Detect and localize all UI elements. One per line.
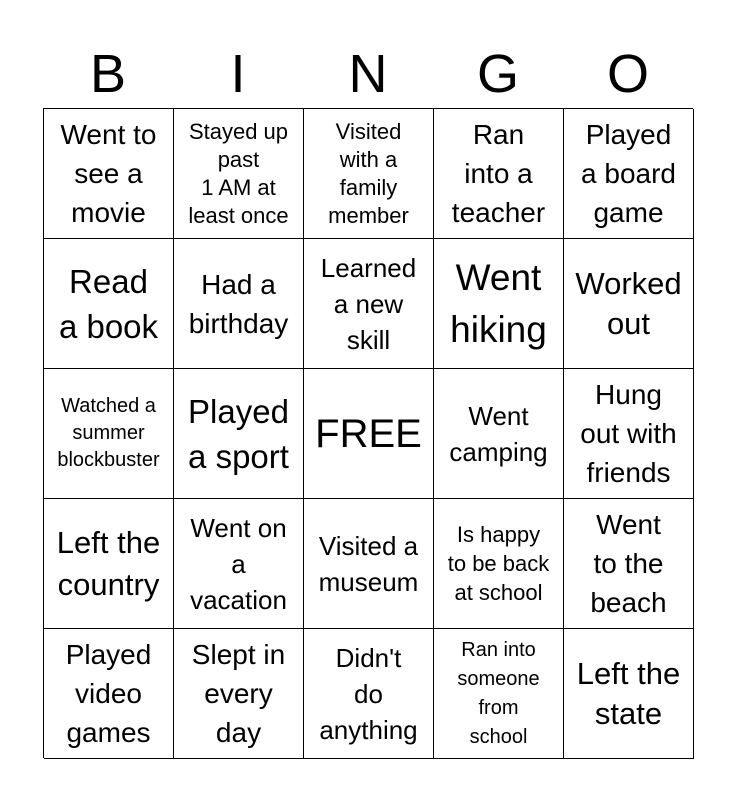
bingo-cell-text: Went to the beach [590, 509, 667, 618]
bingo-cell-r1-c3[interactable] [434, 239, 564, 369]
bingo-cell-text: Ran into a teacher [451, 119, 546, 228]
bingo-cell-r4-c4[interactable] [564, 629, 694, 759]
bingo-cell-r0-c3[interactable] [434, 109, 564, 239]
bingo-cell-text: Went hiking [450, 256, 547, 350]
bingo-cell-text: Hung out with friends [580, 379, 677, 488]
bingo-cell-text: Learned a new skill [320, 252, 417, 355]
bingo-cell-text: Visited a museum [318, 530, 419, 597]
bingo-cell-r4-c0[interactable] [44, 629, 174, 759]
bingo-cell-text: Is happy to be back at school [447, 522, 550, 605]
bingo-cell-r4-c2[interactable] [304, 629, 434, 759]
bingo-cell-text: Played a board game [581, 119, 676, 228]
header-letter-g: G [476, 44, 519, 104]
bingo-cell-free[interactable] [304, 369, 434, 499]
bingo-cell-text: Slept in every day [191, 639, 286, 748]
bingo-cell-r0-c2[interactable] [304, 109, 434, 239]
bingo-cell-text: Watched a summer blockbuster [57, 395, 160, 471]
bingo-cell-text: Worked out [575, 265, 682, 341]
bingo-cell-text: Had a birthday [188, 268, 289, 339]
bingo-cell-text: Didn't do anything [319, 642, 418, 745]
bingo-cell-text: Ran into someone from school [457, 638, 540, 748]
bingo-cell-r4-c1[interactable] [174, 629, 304, 759]
bingo-cell-text: Stayed up past 1 AM at least once [188, 118, 289, 228]
bingo-cell-text: Read a book [58, 262, 159, 345]
bingo-cell-r3-c0[interactable] [44, 499, 174, 629]
bingo-cell-text: Went to see a movie [60, 119, 157, 228]
bingo-cell-r1-c1[interactable] [174, 239, 304, 369]
bingo-cell-text: Left the state [576, 655, 681, 731]
bingo-cell-text: Played video games [65, 639, 152, 748]
bingo-cell-r0-c4[interactable] [564, 109, 694, 239]
bingo-cell-r2-c3[interactable] [434, 369, 564, 499]
free-space-label: FREE [315, 411, 422, 456]
bingo-cell-r3-c4[interactable] [564, 499, 694, 629]
bingo-cell-text: Visited with a family member [328, 118, 409, 228]
header-letter-n: N [348, 44, 388, 104]
bingo-cell-r3-c2[interactable] [304, 499, 434, 629]
bingo-cell-r2-c0[interactable] [44, 369, 174, 499]
bingo-cell-text: Left the country [56, 524, 161, 602]
bingo-cell-text: Went camping [449, 400, 548, 467]
bingo-cell-r4-c3[interactable] [434, 629, 564, 759]
bingo-cell-text: Played a sport [188, 392, 289, 475]
bingo-cell-r2-c1[interactable] [174, 369, 304, 499]
header-letter-o: O [606, 44, 649, 104]
bingo-cell-text: Went on a vacation [190, 512, 287, 615]
bingo-header [43, 40, 693, 108]
bingo-cell-r1-c4[interactable] [564, 239, 694, 369]
bingo-cell-r2-c4[interactable] [564, 369, 694, 499]
bingo-card-grid [43, 108, 693, 758]
bingo-cell-r0-c0[interactable] [44, 109, 174, 239]
header-letter-b: B [89, 44, 127, 104]
header-letter-i: I [230, 44, 246, 104]
bingo-cell-r0-c1[interactable] [174, 109, 304, 239]
bingo-cell-r3-c1[interactable] [174, 499, 304, 629]
bingo-cell-r1-c0[interactable] [44, 239, 174, 369]
bingo-cell-r3-c3[interactable] [434, 499, 564, 629]
bingo-cell-r1-c2[interactable] [304, 239, 434, 369]
